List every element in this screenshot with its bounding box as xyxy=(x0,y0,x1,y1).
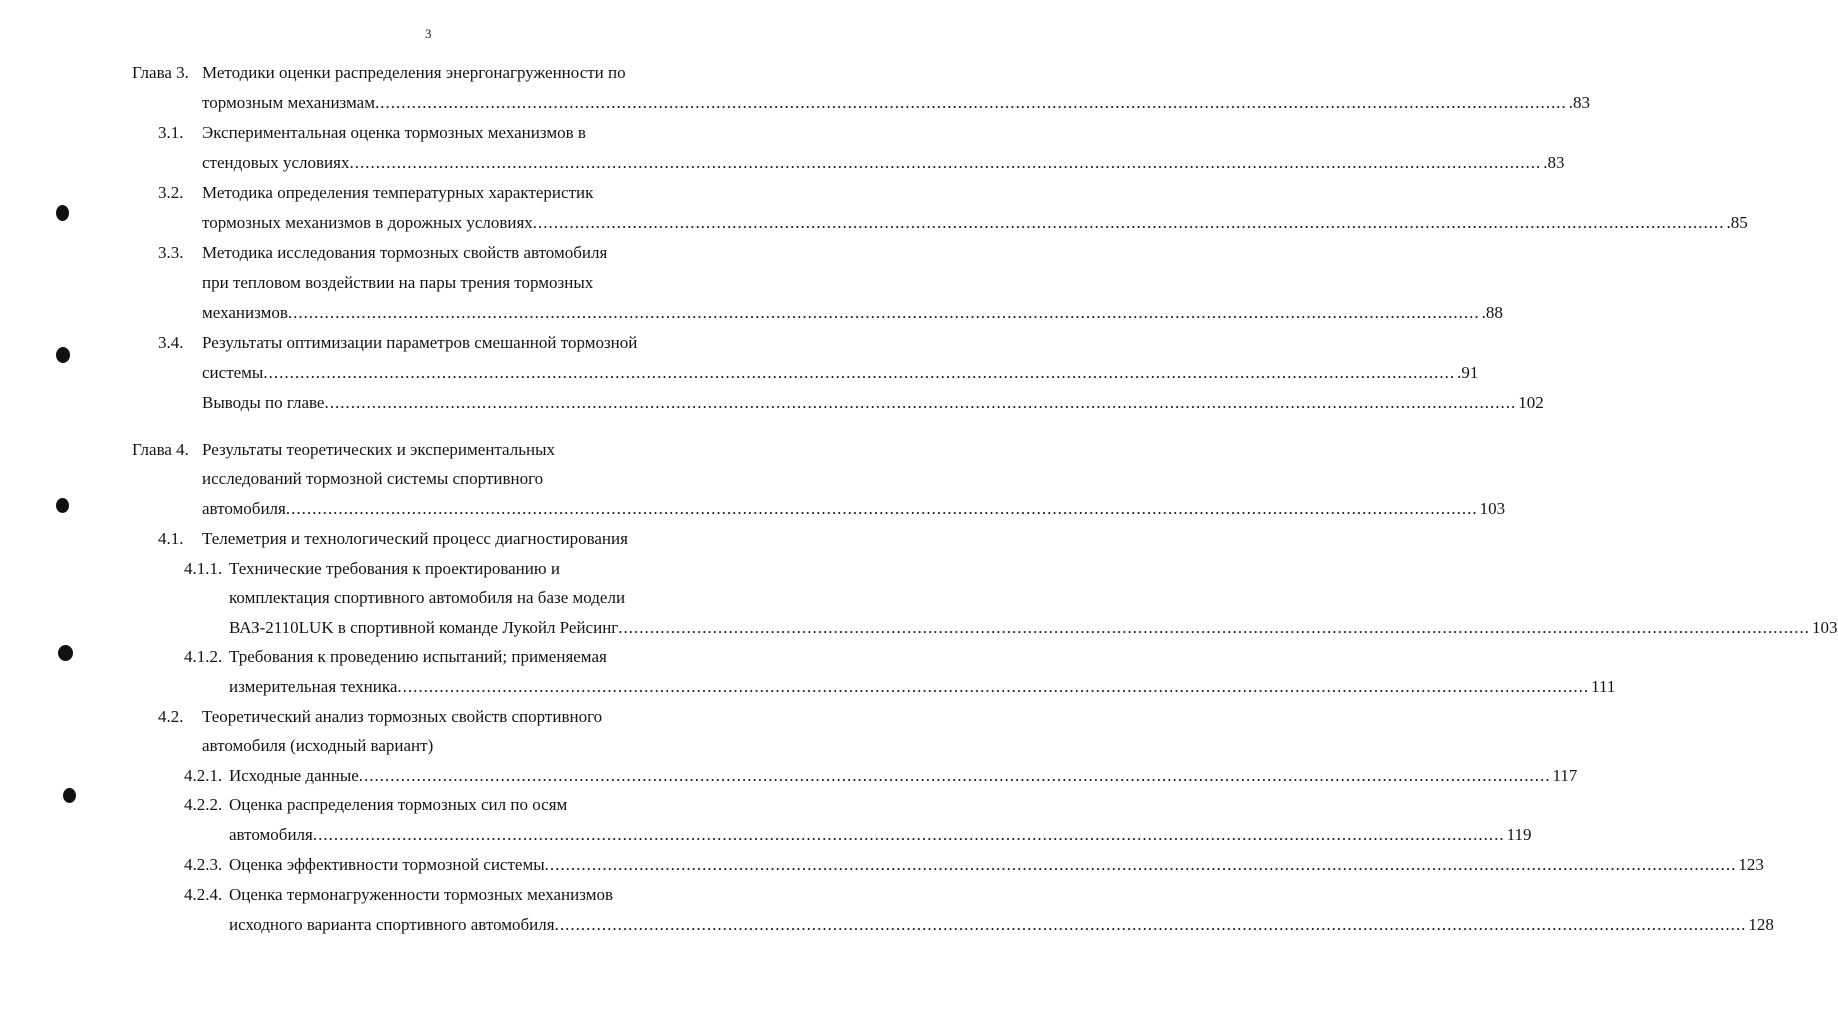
toc-entry xyxy=(229,672,1616,702)
toc-entry-number: 4.1.1. xyxy=(184,559,223,578)
toc-entry xyxy=(202,358,1479,388)
dot-leader: ................................................................................................................................................................................................................................... xyxy=(287,303,1480,322)
dot-leader: ................................................................................................................................................................................................................................... xyxy=(374,93,1567,112)
toc-entry xyxy=(229,820,1532,850)
toc-entry-title: Экспериментальная оценка тормозных механизмов в xyxy=(202,123,586,142)
toc-entry xyxy=(202,298,1503,328)
toc-entry-title: исследований тормозной системы спортивного xyxy=(202,469,544,488)
toc-entry-page: .85 xyxy=(1726,213,1748,232)
dot-leader: ................................................................................................................................................................................................................................... xyxy=(285,499,1478,518)
toc-entry xyxy=(202,388,1544,418)
dot-leader: ................................................................................................................................................................................................................................... xyxy=(263,363,1456,382)
toc-entry xyxy=(229,583,698,613)
toc-entry-title: стендовых условиях xyxy=(202,153,350,172)
toc-entry-number: 3.2. xyxy=(158,183,184,202)
toc-entry-page: 103 xyxy=(1479,499,1506,518)
toc-entry-title: Результаты теоретических и экспериментальных xyxy=(202,440,555,459)
toc-entry xyxy=(132,435,692,465)
toc-entry-leader xyxy=(229,761,1578,791)
toc-entry-leader xyxy=(229,613,1838,643)
toc-entry-page: .88 xyxy=(1481,303,1503,322)
dot-leader: ................................................................................................................................................................................................................................... xyxy=(618,618,1811,637)
toc-entry-leader xyxy=(202,358,1479,388)
toc-entry xyxy=(158,118,698,148)
toc-entry-title: автомобиля xyxy=(202,499,286,518)
dot-leader: ................................................................................................................................................................................................................................... xyxy=(349,153,1542,172)
toc-entry-title: тормозных механизмов в дорожных условиях xyxy=(202,213,533,232)
toc-entry xyxy=(184,554,698,584)
toc-entry-number: 3.4. xyxy=(158,333,184,352)
dot-leader: ................................................................................................................................................................................................................................... xyxy=(358,766,1551,785)
toc-entry xyxy=(132,58,692,88)
toc-entry-page: 111 xyxy=(1591,677,1616,696)
toc-entry xyxy=(202,464,696,494)
toc-entry-title: Технические требования к проектированию и xyxy=(229,559,560,578)
toc-entry-number: 4.1. xyxy=(158,529,184,548)
dot-leader: ................................................................................................................................................................................................................................... xyxy=(554,915,1747,934)
toc-entry-title: комплектация спортивного автомобиля на базе модели xyxy=(229,588,626,607)
toc-entry-number: 4.2.4. xyxy=(184,885,223,904)
toc-entry-leader xyxy=(202,208,1748,238)
toc-entry-title: Теоретический анализ тормозных свойств спортивного xyxy=(202,707,603,726)
toc-entry-page: .83 xyxy=(1568,93,1590,112)
toc-entry-title: Методика определения температурных характеристик xyxy=(202,183,594,202)
toc-entry-title: Методика исследования тормозных свойств автомобиля xyxy=(202,243,608,262)
toc-entry xyxy=(202,208,1748,238)
toc-entry-leader xyxy=(229,910,1774,940)
toc-entry-title: Требования к проведению испытаний; применяемая xyxy=(229,647,607,666)
dot-leader: ................................................................................................................................................................................................................................... xyxy=(397,677,1590,696)
toc-entry-title: Выводы по главе xyxy=(202,393,325,412)
toc-entry xyxy=(202,731,696,761)
toc-entry-leader xyxy=(202,88,1590,118)
dot-leader: ................................................................................................................................................................................................................................... xyxy=(544,855,1737,874)
toc-entry-leader xyxy=(202,388,1544,418)
punch-hole-mark xyxy=(56,205,69,221)
toc-entry xyxy=(158,328,698,358)
toc-entry xyxy=(184,761,1578,791)
toc-entry-title: Оценка распределения тормозных сил по осям xyxy=(229,795,568,814)
toc-entry-title: автомобиля xyxy=(229,825,313,844)
toc-entry-page: 119 xyxy=(1506,825,1532,844)
toc-entry-page: 123 xyxy=(1738,855,1764,874)
toc-entry-title: исходного варианта спортивного автомобиля xyxy=(229,915,555,934)
toc-entry-title: тормозным механизмам xyxy=(202,93,375,112)
toc-entry-title: Телеметрия и технологический процесс диагностирования xyxy=(202,529,628,548)
toc-entry xyxy=(184,880,698,910)
dot-leader: ................................................................................................................................................................................................................................... xyxy=(324,393,1517,412)
toc-entry-page: 117 xyxy=(1552,766,1578,785)
toc-entry xyxy=(184,850,1764,880)
punch-hole-mark xyxy=(56,347,70,363)
toc-entry-leader xyxy=(202,148,1565,178)
toc-entry-title: Результаты оптимизации параметров смешанной тормозной xyxy=(202,333,638,352)
toc-entry xyxy=(202,268,696,298)
toc-entry-page: 128 xyxy=(1748,915,1774,934)
toc-entry-title: Оценка термонагруженности тормозных механизмов xyxy=(229,885,614,904)
toc-entry-title: автомобиля (исходный вариант) xyxy=(202,736,434,755)
toc-entry-page: 102 xyxy=(1518,393,1544,412)
dot-leader: ................................................................................................................................................................................................................................... xyxy=(312,825,1505,844)
toc-entry xyxy=(158,524,698,554)
toc-entry-page: .83 xyxy=(1543,153,1565,172)
toc-entry-title: Методики оценки распределения энергонагруженности по xyxy=(202,63,626,82)
toc-entry-title: ВАЗ-2110LUK в спортивной команде Лукойл Рейсинг xyxy=(229,618,619,637)
toc-entry xyxy=(158,178,698,208)
toc-entry-leader xyxy=(202,298,1503,328)
toc-entry-number: 4.2.1. xyxy=(184,766,223,785)
toc-entry xyxy=(229,910,1774,940)
toc-entry-leader xyxy=(229,820,1532,850)
toc-entry xyxy=(202,148,1565,178)
punch-hole-mark xyxy=(58,645,73,661)
toc-entry-number: 3.3. xyxy=(158,243,184,262)
toc-entry-title: Оценка эффективности тормозной системы xyxy=(229,855,545,874)
page-number: 3 xyxy=(425,26,432,41)
toc-entry xyxy=(229,613,1838,643)
toc-entry-number: 3.1. xyxy=(158,123,184,142)
toc-entry-title: измерительная техника xyxy=(229,677,398,696)
punch-hole-mark xyxy=(56,498,69,513)
toc-entry-page: 103 xyxy=(1812,618,1838,637)
toc-entry xyxy=(202,494,1506,524)
toc-entry xyxy=(158,702,698,732)
toc-entry-leader xyxy=(202,494,1506,524)
toc-entry-number: 4.2. xyxy=(158,707,184,726)
toc-entry-title: системы xyxy=(202,363,264,382)
toc-entry xyxy=(184,790,698,820)
toc-entry-leader xyxy=(229,672,1616,702)
toc-entry-title: при тепловом воздействии на пары трения тормозных xyxy=(202,273,594,292)
toc-entry-number: Глава 4. xyxy=(132,440,189,459)
toc-entry-number: 4.2.3. xyxy=(184,855,223,874)
toc-entry-title: Исходные данные xyxy=(229,766,359,785)
toc-entry-title: механизмов xyxy=(202,303,288,322)
toc-entry-page: .91 xyxy=(1457,363,1479,382)
toc-entry-number: 4.2.2. xyxy=(184,795,223,814)
toc-entry xyxy=(158,238,698,268)
toc-entry xyxy=(184,642,698,672)
toc-entry-number: 4.1.2. xyxy=(184,647,223,666)
dot-leader: ................................................................................................................................................................................................................................... xyxy=(532,213,1725,232)
toc-entry xyxy=(202,88,1590,118)
punch-hole-mark xyxy=(63,788,76,803)
toc-entry-leader xyxy=(229,850,1764,880)
toc-entry-number: Глава 3. xyxy=(132,63,189,82)
